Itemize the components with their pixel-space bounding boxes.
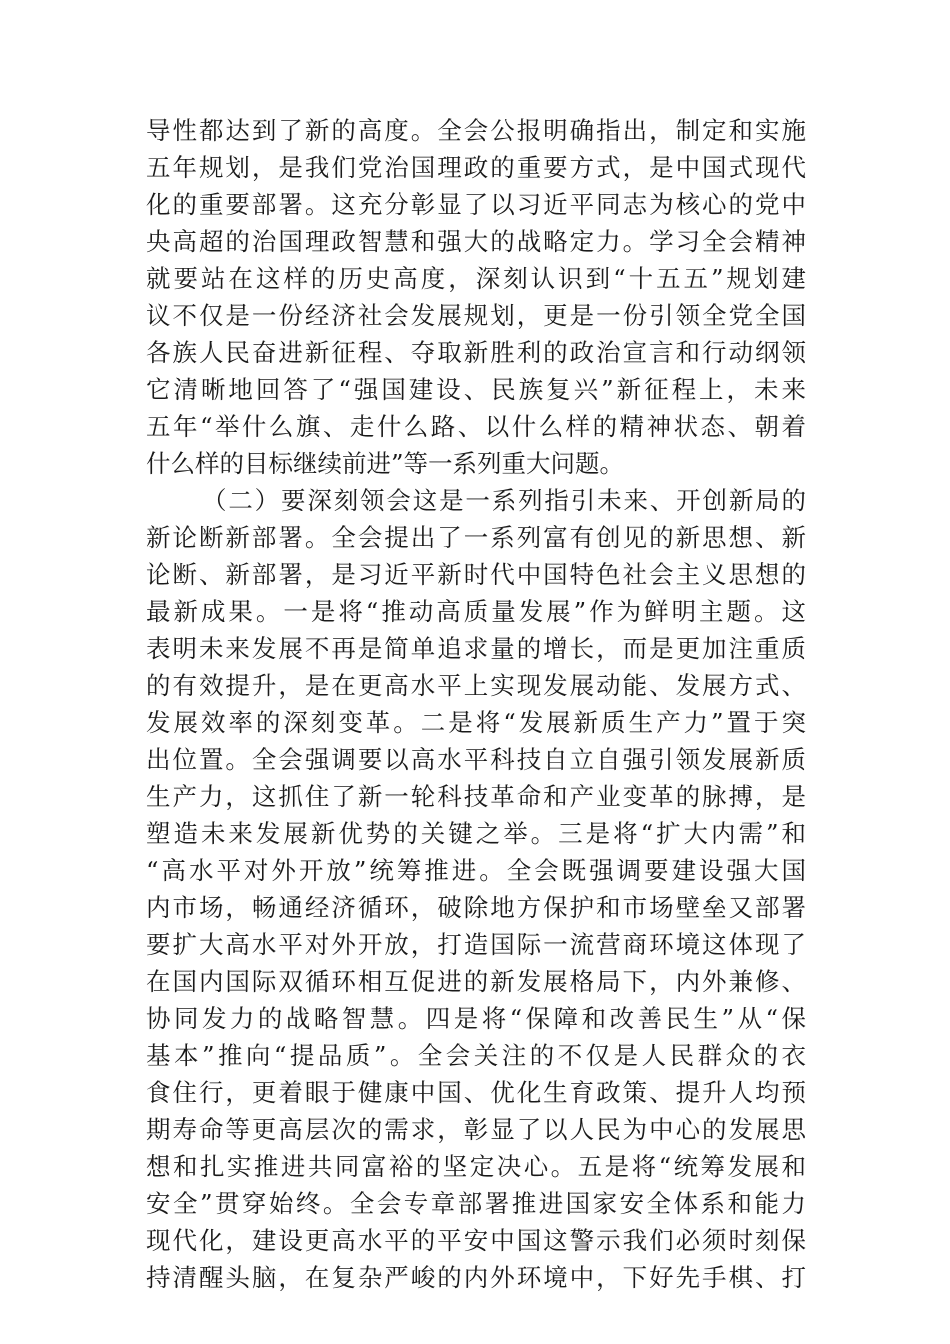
text-line: 五年规划，是我们党治国理政的重要方式，是中国式现代 (146, 153, 806, 182)
text-line: 化的重要部署。这充分彰显了以习近平同志为核心的党中 (146, 190, 806, 219)
text-line: 要扩大高水平对外开放，打造国际一流营商环境这体现了 (146, 930, 806, 959)
text-line: 在国内国际双循环相互促进的新发展格局下，内外兼修、 (146, 967, 806, 996)
text-line: 它清晰地回答了“强国建设、民族复兴”新征程上，未来 (146, 375, 806, 404)
text-line: 内市场，畅通经济循环，破除地方保护和市场壁垒又部署 (146, 893, 806, 922)
text-line: 协同发力的战略智慧。四是将“保障和改善民生”从“保 (146, 1004, 806, 1033)
body-text (146, 112, 806, 1296)
text-line: 食住行，更着眼于健康中国、优化生育政策、提升人均预 (146, 1078, 806, 1107)
text-line: 出位置。全会强调要以高水平科技自立自强引领发展新质 (146, 745, 806, 774)
paragraph-1 (146, 112, 806, 482)
text-line: 安全”贯穿始终。全会专章部署推进国家安全体系和能力 (146, 1189, 806, 1218)
text-line: 的有效提升，是在更高水平上实现发展动能、发展方式、 (146, 671, 806, 700)
text-line: 议不仅是一份经济社会发展规划，更是一份引领全党全国 (146, 301, 806, 330)
text-line: 想和扎实推进共同富裕的坚定决心。五是将“统筹发展和 (146, 1152, 806, 1181)
text-line: 现代化，建设更高水平的平安中国这警示我们必须时刻保 (146, 1226, 806, 1255)
text-line: 论断、新部署，是习近平新时代中国特色社会主义思想的 (146, 560, 806, 589)
text-line: 基本”推向“提品质”。全会关注的不仅是人民群众的衣 (146, 1041, 806, 1070)
text-line: 期寿命等更高层次的需求，彰显了以人民为中心的发展思 (146, 1115, 806, 1144)
text-line: 五年“举什么旗、走什么路、以什么样的精神状态、朝着 (146, 412, 806, 441)
text-line: 什么样的目标继续前进”等一系列重大问题。 (146, 449, 625, 478)
text-line: 央高超的治国理政智慧和强大的战略定力。学习全会精神 (146, 227, 806, 256)
text-line: 持清醒头脑，在复杂严峻的内外环境中，下好先手棋、打 (146, 1263, 806, 1292)
text-line: 各族人民奋进新征程、夺取新胜利的政治宣言和行动纲领 (146, 338, 806, 367)
text-line: 新论断新部署。全会提出了一系列富有创见的新思想、新 (146, 523, 806, 552)
text-line: 导性都达到了新的高度。全会公报明确指出，制定和实施 (146, 116, 806, 145)
text-line: 塑造未来发展新优势的关键之举。三是将“扩大内需”和 (146, 819, 806, 848)
text-line: 就要站在这样的历史高度，深刻认识到“十五五”规划建 (146, 264, 806, 293)
text-line: 发展效率的深刻变革。二是将“发展新质生产力”置于突 (146, 708, 806, 737)
text-line: 表明未来发展不再是简单追求量的增长，而是更加注重质 (146, 634, 806, 663)
paragraph-2 (146, 482, 806, 1296)
text-line: （二）要深刻领会这是一系列指引未来、开创新局的 (202, 486, 806, 515)
text-line: 最新成果。一是将“推动高质量发展”作为鲜明主题。这 (146, 597, 806, 626)
text-line: 生产力，这抓住了新一轮科技革命和产业变革的脉搏，是 (146, 782, 806, 811)
text-line: “高水平对外开放”统筹推进。全会既强调要建设强大国 (146, 856, 806, 885)
